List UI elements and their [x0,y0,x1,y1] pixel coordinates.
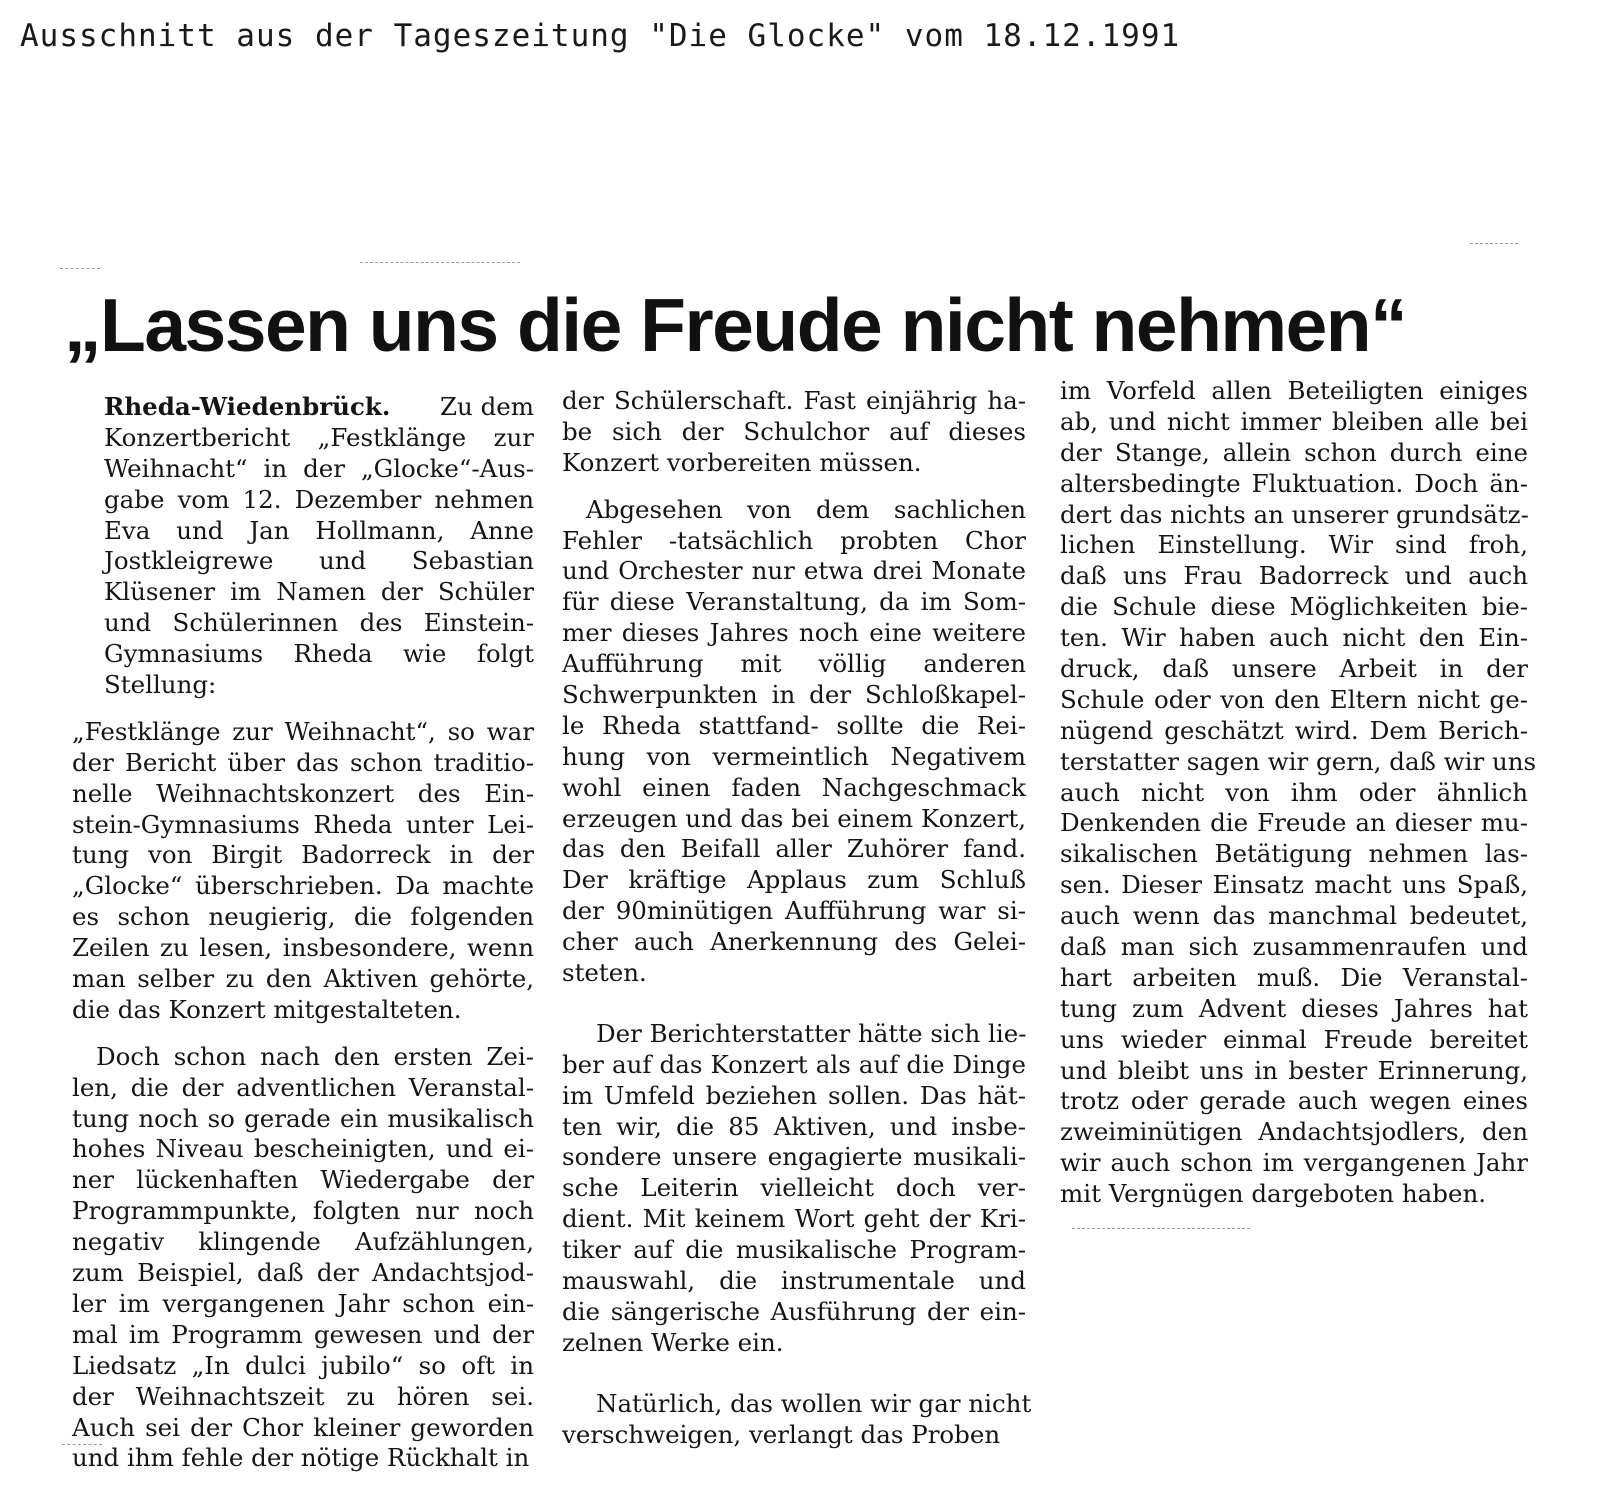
text-line: es schon neugierig, die folgenden [72,902,534,932]
text-line: der Stange, allein schon durch eine [1060,437,1528,467]
text-line: Schwerpunkten in der Schloßkapel- [562,680,1026,710]
text-line: die das Konzert mitgestalteten. [72,994,462,1024]
text-line: man selber zu den Aktiven gehörte, [72,964,534,994]
dateline: Rheda-Wiedenbrück. [104,392,391,421]
text-line: die Schule diese Möglichkeiten bie- [1060,592,1528,622]
text-line: daß man sich zusammenraufen und [1060,932,1528,962]
article-paragraph [72,717,534,1026]
text-line: mal im Programm gewesen und der [72,1319,534,1349]
article-column-2 [562,386,1032,1451]
text-line: erzeugen und das bei einem Konzert, [562,803,1026,833]
text-line: Der kräftige Applaus zum Schluß [562,865,1026,895]
text-line: ten. Wir haben auch nicht den Ein- [1060,623,1528,653]
article-paragraph [562,386,1026,479]
paragraph-gap [562,989,1026,1019]
text-line: Programmpunkte, folgten nur noch [72,1196,534,1226]
text-line: das den Beifall aller Zuhörer fand. [562,834,1026,864]
text-line: ler im vergangenen Jahr schon ein- [72,1288,534,1318]
text-line: Klüsener im Namen der Schüler [104,577,534,607]
text-line: tung von Birgit Badorreck in der [72,840,534,870]
text-line: der Bericht über das schon traditio- [72,747,534,777]
text-line: len, die der adventlichen Veranstal- [72,1072,534,1102]
dateline-continuation: Zu dem [439,392,534,421]
headline: „Lassen uns die Freude nicht nehmen“ [64,283,1407,367]
text-line: für diese Veranstaltung, da im Som- [562,587,1026,617]
text-line: wohl einen faden Nachgeschmack [562,772,1026,802]
text-line: hart arbeiten muß. Die Veranstal- [1060,962,1528,992]
article-paragraph [72,1042,534,1474]
text-line: sondere unsere engagierte musikali- [562,1142,1026,1172]
top-rule-left [60,268,100,269]
text-line: der 90minütigen Aufführung war si- [562,896,1026,926]
text-line: Gymnasiums Rheda wie folgt [104,639,534,669]
text-line: die sängerische Ausführung der ein- [562,1296,1026,1326]
text-line: lichen Einstellung. Wir sind froh, [1060,530,1528,560]
text-line: le Rheda stattfand- sollte die Rei- [562,710,1026,740]
text-line: Fehler -tatsächlich probten Chor [562,525,1026,555]
top-rule-right [1470,243,1518,244]
text-line: ber auf das Konzert als auf die Dinge [562,1049,1026,1079]
text-line: Schule oder von den Eltern nicht ge- [1060,684,1528,714]
text-line: und bleibt uns in bester Erinnerung, [1060,1055,1528,1085]
text-line: negativ klingende Aufzählungen, [72,1227,534,1257]
text-line: druck, daß unsere Arbeit in der [1060,654,1528,684]
text-line: ab, und nicht immer bleiben alle bei [1060,406,1528,436]
text-line: im Vorfeld allen Beteiligten einiges [1060,376,1528,405]
article-paragraph [72,392,534,701]
text-line: Natürlich, das wollen wir gar nicht [596,1388,1032,1418]
text-line: daß uns Frau Badorreck und auch [1060,561,1528,591]
text-line: Abgesehen von dem sachlichen [586,494,1026,524]
text-line: Aufführung mit völlig anderen [562,649,1026,679]
text-line: hohes Niveau bescheinigten, und ei- [72,1134,534,1164]
text-line: gabe vom 12. Dezember nehmen [104,484,534,514]
text-line: sen. Dieser Einsatz macht uns Spaß, [1060,870,1528,900]
text-line: und Orchester nur etwa drei Monate [562,556,1026,586]
paragraph-gap [72,1026,534,1042]
paragraph-gap [72,701,534,717]
text-line: steten. [562,958,647,988]
text-line: uns wieder einmal Freude bereitet [1060,1024,1528,1054]
text-line: Liedsatz „In dulci jubilo“ so oft in [72,1350,534,1380]
text-line: ner lückenhaften Wiedergabe der [72,1165,534,1195]
text-line: Auch sei der Chor kleiner geworden [72,1412,534,1442]
text-line: Denkenden die Freude an dieser mu- [1060,808,1528,838]
bottom-rule-left [62,1444,102,1445]
clipping-caption: Ausschnitt aus der Tageszeitung "Die Glocke" vom 18.12.1991 [20,18,1181,54]
text-line: zelnen Werke ein. [562,1327,784,1357]
top-rule-mid [360,262,520,263]
article-paragraph [562,1019,1026,1359]
text-line: sikalischen Betätigung nehmen las- [1060,839,1528,869]
article-column-3 [1060,376,1537,1210]
text-line: dient. Mit keinem Wort geht der Kri- [562,1204,1026,1234]
text-line: terstatter sagen wir gern, daß wir uns [1060,746,1537,776]
text-line: Zeilen zu lesen, insbesondere, wenn [72,933,534,963]
text-line: tung zum Advent dieses Jahres hat [1060,993,1528,1023]
text-line: mer dieses Jahres noch eine weitere [562,618,1026,648]
text-line: nelle Weihnachtskonzert des Ein- [72,778,534,808]
text-line [72,392,534,423]
text-line: wir auch schon im vergangenen Jahr [1060,1148,1528,1178]
text-line: nügend geschätzt wird. Dem Berich- [1060,715,1528,745]
text-line: auch wenn das manchmal bedeutet, [1060,901,1528,931]
text-line: Weihnacht“ in der „Glocke“-Aus- [104,453,534,483]
text-line: ten wir, die 85 Aktiven, und insbe- [562,1111,1026,1141]
text-line: und ihm fehle der nötige Rückhalt in [72,1443,530,1473]
text-line: Eva und Jan Hollmann, Anne [104,515,534,545]
text-line: Stellung: [104,670,217,700]
text-line: auch nicht von ihm oder ähnlich [1060,777,1528,807]
text-line: cher auch Anerkennung des Gelei- [562,927,1026,957]
paragraph-gap [562,479,1026,495]
paragraph-gap [562,1359,1026,1389]
text-line: Konzertbericht „Festklänge zur [104,422,534,452]
text-line: der Weihnachtszeit zu hören sei. [72,1381,534,1411]
text-line: Der Berichterstatter hätte sich lie- [596,1018,1027,1048]
article-paragraph [562,1388,1032,1451]
text-line: altersbedingte Fluktuation. Doch än- [1060,468,1528,498]
text-line: im Umfeld beziehen sollen. Das hät- [562,1080,1026,1110]
text-line: be sich der Schulchor auf dieses [562,416,1026,446]
text-line: hung von vermeintlich Negativem [562,741,1026,771]
text-line: tung noch so gerade ein musikalisch [72,1103,534,1133]
text-line: sche Leiterin vielleicht doch ver- [562,1173,1026,1203]
text-line: Doch schon nach den ersten Zei- [96,1041,534,1071]
text-line: tiker auf die musikalische Program- [562,1235,1026,1265]
text-line: verschweigen, verlangt das Proben [562,1419,1001,1449]
text-line: zum Beispiel, daß der Andachtsjod- [72,1258,534,1288]
text-line: trotz oder gerade auch wegen eines [1060,1086,1528,1116]
text-line: „Glocke“ überschrieben. Da machte [72,871,534,901]
text-line: mit Vergnügen dargeboten haben. [1060,1179,1487,1209]
column-end-rule [1072,1228,1250,1229]
text-line: „Festklänge zur Weihnacht“, so war [72,716,534,746]
article-paragraph [562,495,1026,989]
article-column-1 [72,392,534,1474]
text-line: der Schülerschaft. Fast einjährig ha- [562,386,1026,415]
article-paragraph [1060,376,1537,1210]
text-line: Konzert vorbereiten müssen. [562,447,922,477]
text-line: dert das nichts an unserer grundsätz- [1060,499,1529,529]
text-line: und Schülerinnen des Einstein- [104,608,534,638]
text-line: zweiminütigen Andachtsjodlers, den [1060,1117,1528,1147]
text-line: mauswahl, die instrumentale und [562,1266,1026,1296]
text-line: Jostkleigrewe und Sebastian [104,546,534,576]
text-line: stein-Gymnasiums Rheda unter Lei- [72,809,534,839]
